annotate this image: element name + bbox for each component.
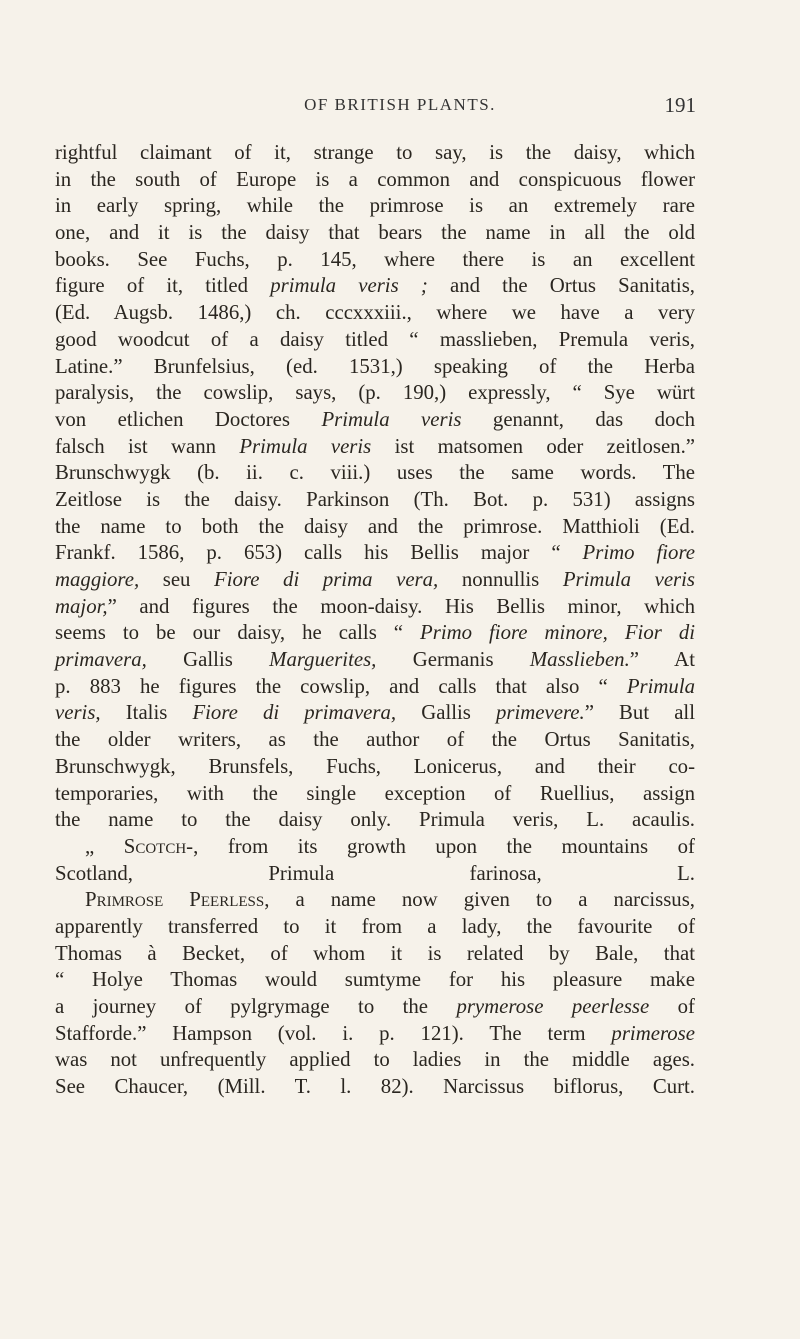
text-line: [55, 380, 695, 407]
text-run: one, and it is the daisy that bears the name in all the old: [55, 221, 695, 245]
text-line: [55, 887, 695, 914]
text-line: [55, 754, 695, 781]
text-line: [55, 460, 695, 487]
text-run: Brunschwygk (b. ii. c. viii.) uses the same words. The: [55, 461, 695, 485]
text-line: [55, 1047, 695, 1074]
text-line: [55, 647, 695, 674]
text-run: good woodcut of a daisy titled “ masslieben, Premula veris,: [55, 327, 695, 351]
text-run: ” But all: [584, 701, 695, 725]
italic-text: Fiore di prima vera,: [214, 568, 439, 591]
text-run: books. See Fuchs, p. 145, where there is an excellent: [55, 247, 695, 271]
italic-text: primevere.: [495, 701, 585, 725]
text-run: in the south of Europe is a common and conspicuous flower: [55, 167, 695, 191]
small-caps-text: Primrose Peerless,: [85, 888, 270, 912]
text-line: [55, 407, 695, 434]
italic-text: Marguerites,: [269, 648, 377, 672]
text-line: [55, 620, 695, 647]
text-line: [55, 567, 695, 594]
text-run: Frankf. 1586, p. 653) calls his Bellis major “: [55, 541, 583, 565]
text-run: the older writers, as the author of the Ortus Sanitatis,: [55, 728, 695, 752]
text-run: of: [649, 995, 695, 1018]
text-run: rightful claimant of it, strange to say, is the daisy, which: [55, 141, 695, 164]
text-run: Gallis: [146, 648, 270, 672]
text-line: [55, 994, 695, 1021]
text-line: [55, 193, 695, 220]
text-run: paralysis, the cowslip, says, (p. 190,) expressly, “ Sye würt: [55, 381, 695, 405]
text-run: ” At: [629, 648, 695, 672]
text-line: [55, 273, 695, 300]
text-line: [55, 434, 695, 461]
text-run: Scotland, Primula farinosa, L.: [55, 861, 695, 885]
text-run: and the Ortus Sanitatis,: [427, 274, 695, 298]
italic-text: Primula veris: [321, 407, 462, 431]
text-line: [55, 514, 695, 541]
text-run: genannt, das doch: [461, 407, 695, 431]
text-run: the name to the daisy only. Primula veris, L. acaulis.: [55, 808, 695, 832]
text-line: [55, 700, 695, 727]
italic-text: major,: [55, 594, 108, 618]
text-run: Brunschwygk, Brunsfels, Fuchs, Lonicerus, and their co-: [55, 754, 695, 778]
text-line: [55, 967, 695, 994]
italic-text: Fiore di primavera,: [192, 701, 397, 725]
page-header: [0, 93, 800, 123]
text-run: Germanis: [376, 648, 530, 672]
text-run: Gallis: [396, 701, 496, 725]
text-run: “ Holye Thomas would sumtyme for his pleasure make: [55, 968, 695, 992]
text-run: a name now given to a narcissus,: [269, 888, 695, 912]
text-line: [55, 861, 695, 888]
italic-text: primavera,: [55, 648, 147, 672]
italic-text: Primula veris: [562, 568, 696, 591]
text-run: Stafforde.” Hampson (vol. i. p. 121). The term: [55, 1021, 612, 1045]
text-run: Thomas à Becket, of whom it is related by Bale, that: [55, 941, 695, 965]
text-run: apparently transferred to it from a lady, the favourite of: [55, 914, 695, 938]
text-line: [55, 140, 695, 167]
text-line: [55, 834, 695, 861]
text-line: [55, 167, 695, 194]
text-line: [55, 941, 695, 968]
text-line: [55, 674, 695, 701]
running-head: OF BRITISH PLANTS.: [304, 95, 496, 114]
italic-text: primerose: [611, 1021, 695, 1045]
text-run: von etlichen Doctores: [55, 407, 322, 431]
text-line: [55, 247, 695, 274]
text-run: from its growth upon the mountains of: [198, 834, 695, 858]
text-line: [55, 220, 695, 247]
text-run: Italis: [100, 701, 193, 725]
text-line: [55, 594, 695, 621]
text-line: [55, 487, 695, 514]
text-run: See Chaucer, (Mill. T. l. 82). Narcissus biflorus, Curt.: [55, 1075, 695, 1099]
italic-text: maggiore,: [55, 568, 140, 591]
text-run: Zeitlose is the daisy. Parkinson (Th. Bot. p. 531) assigns: [55, 487, 695, 511]
text-run: in early spring, while the primrose is an extremely rare: [55, 194, 695, 218]
italic-text: Primula: [626, 674, 695, 698]
body-text: [55, 140, 695, 1101]
text-run: Latine.” Brunfelsius, (ed. 1531,) speaking of the Herba: [55, 354, 695, 378]
text-line: [55, 327, 695, 354]
text-run: seems to be our daisy, he calls “: [55, 621, 421, 645]
text-line: [55, 354, 695, 381]
small-caps-text: Scotch-,: [123, 834, 199, 858]
italic-text: Masslieben.: [529, 648, 630, 672]
text-run: temporaries, with the single exception of Ruellius, assign: [55, 781, 695, 805]
italic-text: Primo fiore: [582, 541, 695, 565]
text-run: p. 883 he figures the cowslip, and calls that also “: [55, 674, 627, 698]
text-line: [55, 540, 695, 567]
text-run: a journey of pylgrymage to the: [55, 995, 457, 1018]
text-run: figure of it, titled: [55, 274, 271, 298]
text-run: nonnullis: [438, 568, 563, 591]
italic-text: Primula veris: [239, 434, 372, 458]
text-run: seu: [139, 568, 215, 591]
text-line: [55, 914, 695, 941]
italic-text: Primo fiore minore, Fior di: [420, 621, 695, 645]
text-line: [55, 300, 695, 327]
text-run: the name to both the daisy and the primrose. Matthioli (Ed.: [55, 514, 695, 538]
text-run: was not unfrequently applied to ladies in the middle ages.: [55, 1048, 695, 1072]
italic-text: prymerose peerlesse: [456, 995, 650, 1018]
text-run: ist matsomen oder zeitlosen.”: [371, 434, 696, 458]
text-line: [55, 1021, 695, 1048]
text-line: [55, 807, 695, 834]
text-line: [55, 781, 695, 808]
page-number: 191: [664, 93, 696, 117]
text-run: falsch ist wann: [55, 434, 240, 458]
text-run: (Ed. Augsb. 1486,) ch. cccxxxiii., where we have a very: [55, 301, 695, 325]
text-run: ” and figures the moon-daisy. His Bellis minor, which: [107, 594, 695, 618]
italic-text: primula veris ;: [270, 274, 428, 298]
text-line: [55, 1074, 695, 1101]
italic-text: veris,: [55, 701, 101, 725]
text-line: [55, 727, 695, 754]
text-run: „: [85, 834, 124, 858]
